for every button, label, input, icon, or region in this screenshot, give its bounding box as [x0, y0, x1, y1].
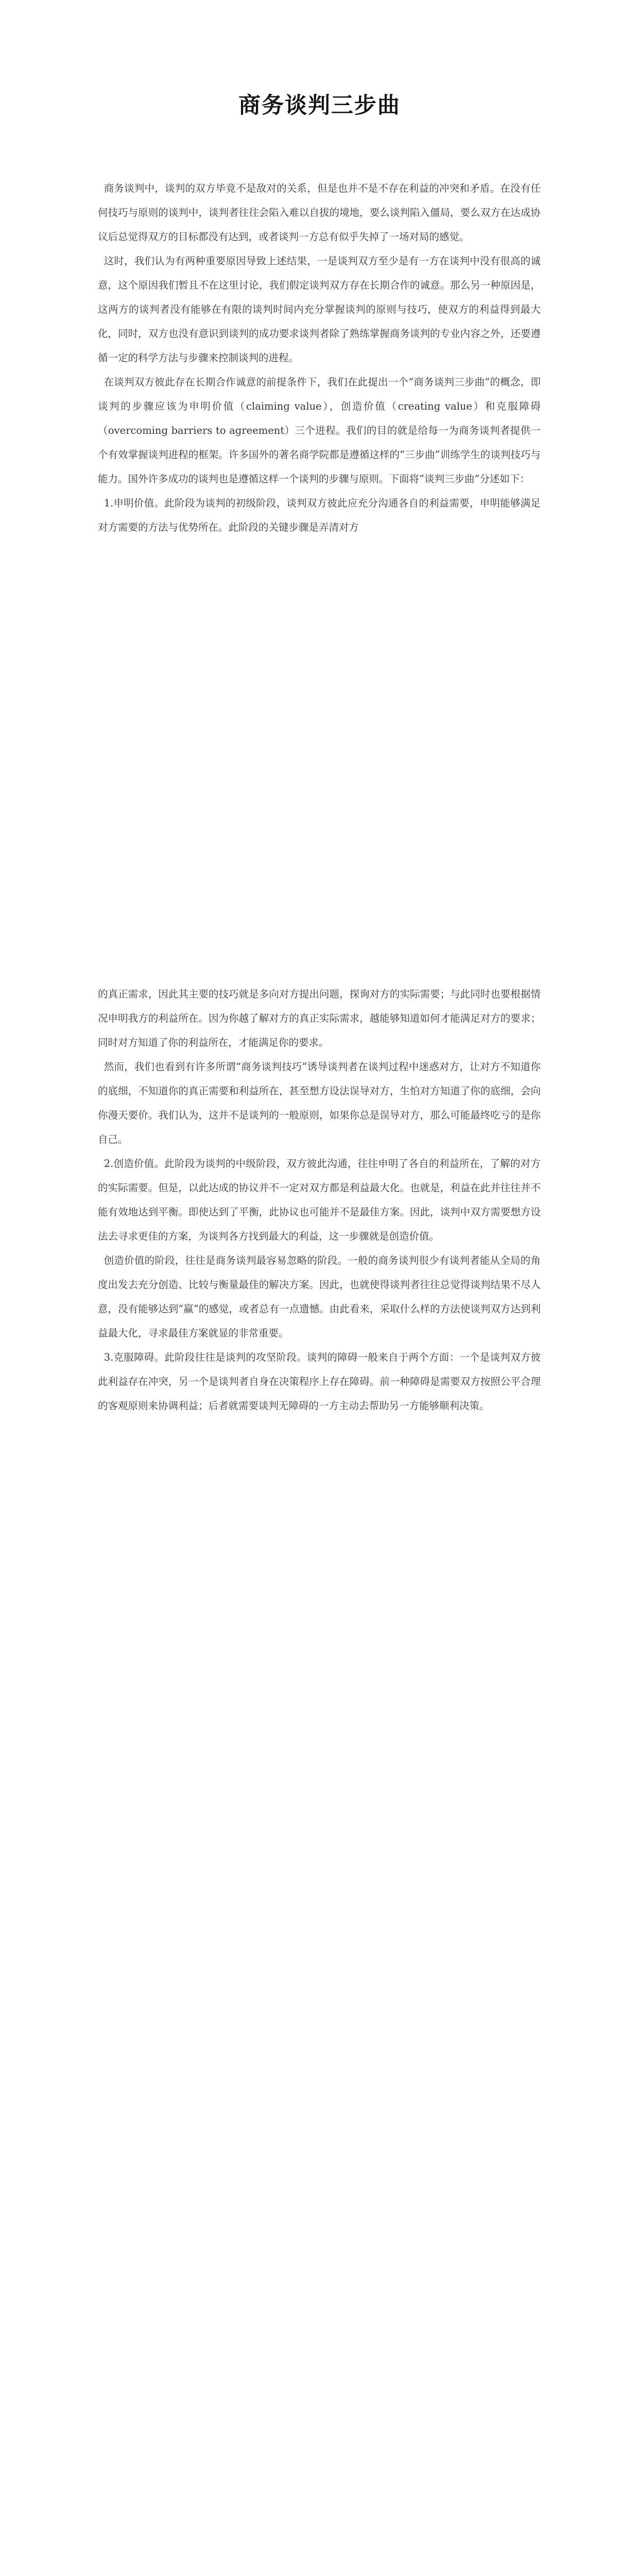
paragraph-step-2: 2.创造价值。此阶段为谈判的中级阶段，双方彼此沟通，往往申明了各自的利益所在，了解的对方的实际需要。但是，以此达成的协议并不一定对双方都是利益最大化。也就是，利益在此并往往并不能有效地达到平衡。即使达到了平衡，此协议也可能并不是最佳方案。因此，谈判中双方需要想方设法去寻求更佳的方案，为谈判各方找到最大的利益，这一步骤就是创造价值。 [98, 1158, 541, 1242]
paragraph-step-1-continued: 的真正需求，因此其主要的技巧就是多向对方提出问题，探询对方的实际需要；与此同时也要根据情况申明我方的利益所在。因为你越了解对方的真正实际需求，越能够知道如何才能满足对方的要求；同时对方知道了你的利益所在，才能满足你的要求。 [98, 988, 541, 1048]
paragraph-reasons: 这时，我们认为有两种重要原因导致上述结果，一是谈判双方至少是有一方在谈判中没有很高的诚意，这个原因我们暂且不在这里讨论，我们假定谈判双方存在长期合作的诚意。那么另一种原因是，这两方的谈判者没有能够在有限的谈判时间内充分掌握谈判的原则与技巧，使双方的利益得到最大化，同时，双方也没有意识到谈判的成功要求谈判者除了熟练掌握商务谈判的专业内容之外，还要遵循一定的科学方法与步骤来控制谈判的进程。 [98, 255, 541, 364]
body-section-2 [98, 982, 541, 1418]
paragraph-step-3: 3.克服障碍。此阶段往往是谈判的攻坚阶段。谈判的障碍一般来自于两个方面：一个是谈判双方彼此利益存在冲突，另一个是谈判者自身在决策程序上存在障碍。前一种障碍是需要双方按照公平合理的客观原则来协调利益；后者就需要谈判无障碍的一方主动去帮助另一方能够顺利决策。 [98, 1351, 541, 1412]
paragraph-step-1: 1.申明价值。此阶段为谈判的初级阶段，谈判双方彼此应充分沟通各自的利益需要，申明能够满足对方需要的方法与优势所在。此阶段的关键步骤是弄清对方 [98, 497, 541, 533]
paragraph-intro: 商务谈判中，谈判的双方毕竟不是敌对的关系，但是也并不是不存在利益的冲突和矛盾。在没有任何技巧与原则的谈判中，谈判者往往会陷入难以自拔的境地，要么谈判陷入僵局，要么双方在达成协议后总觉得双方的目标都没有达到，或者谈判一方总有似乎失掉了一场对局的感觉。 [98, 182, 541, 243]
paragraph-misleading: 然而，我们也看到有许多所谓“商务谈判技巧”诱导谈判者在谈判过程中迷惑对方，让对方不知道你的底细，不知道你的真正需要和利益所在，甚至想方设法误导对方，生怕对方知道了你的底细，会向你漫天要价。我们认为，这并不是谈判的一般原则，如果你总是误导对方，那么可能最终吃亏的是你自己。 [98, 1061, 541, 1145]
paragraph-creating-value: 创造价值的阶段，往往是商务谈判最容易忽略的阶段。一般的商务谈判很少有谈判者能从全局的角度出发去充分创造、比较与衡量最佳的解决方案。因此，也就使得谈判者往往总觉得谈判结果不尽人意，没有能够达到“赢”的感觉，或者总有一点遗憾。由此看来，采取什么样的方法使谈判双方达到利益最大化，寻求最佳方案就显的非常重要。 [98, 1255, 541, 1339]
body-section-1 [98, 176, 541, 539]
paragraph-three-steps: 在谈判双方彼此存在长期合作诚意的前提条件下，我们在此提出一个“商务谈判三步曲”的概念，即谈判的步骤应该为申明价值（claiming value），创造价值（creating value）和克服障碍（overcoming barriers to agreement）三个进程。我们的目的就是给每一为商务谈判者提供一个有效掌握谈判进程的框架。许多国外的著名商学院都是遵循这样的“三步曲”训练学生的谈判技巧与能力。国外许多成功的谈判也是遵循这样一个谈判的步骤与原则。下面将“谈判三步曲”分述如下： [98, 376, 541, 485]
document-title: 商务谈判三步曲 [238, 92, 401, 118]
